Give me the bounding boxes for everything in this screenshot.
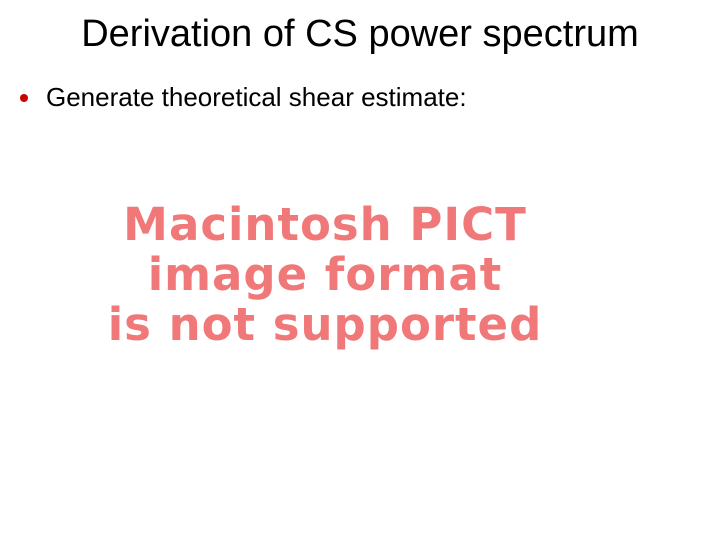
slide-title: Derivation of CS power spectrum xyxy=(81,13,639,55)
unsupported-image-placeholder xyxy=(40,200,610,350)
bullet-text: Generate theoretical shear estimate: xyxy=(46,81,467,112)
placeholder-line-2: image format xyxy=(147,248,503,301)
placeholder-line-1: Macintosh PICT xyxy=(123,198,527,251)
placeholder-line-3: is not supported xyxy=(107,298,543,351)
bullet-item xyxy=(20,79,467,115)
bullet-dot-icon xyxy=(20,94,28,102)
